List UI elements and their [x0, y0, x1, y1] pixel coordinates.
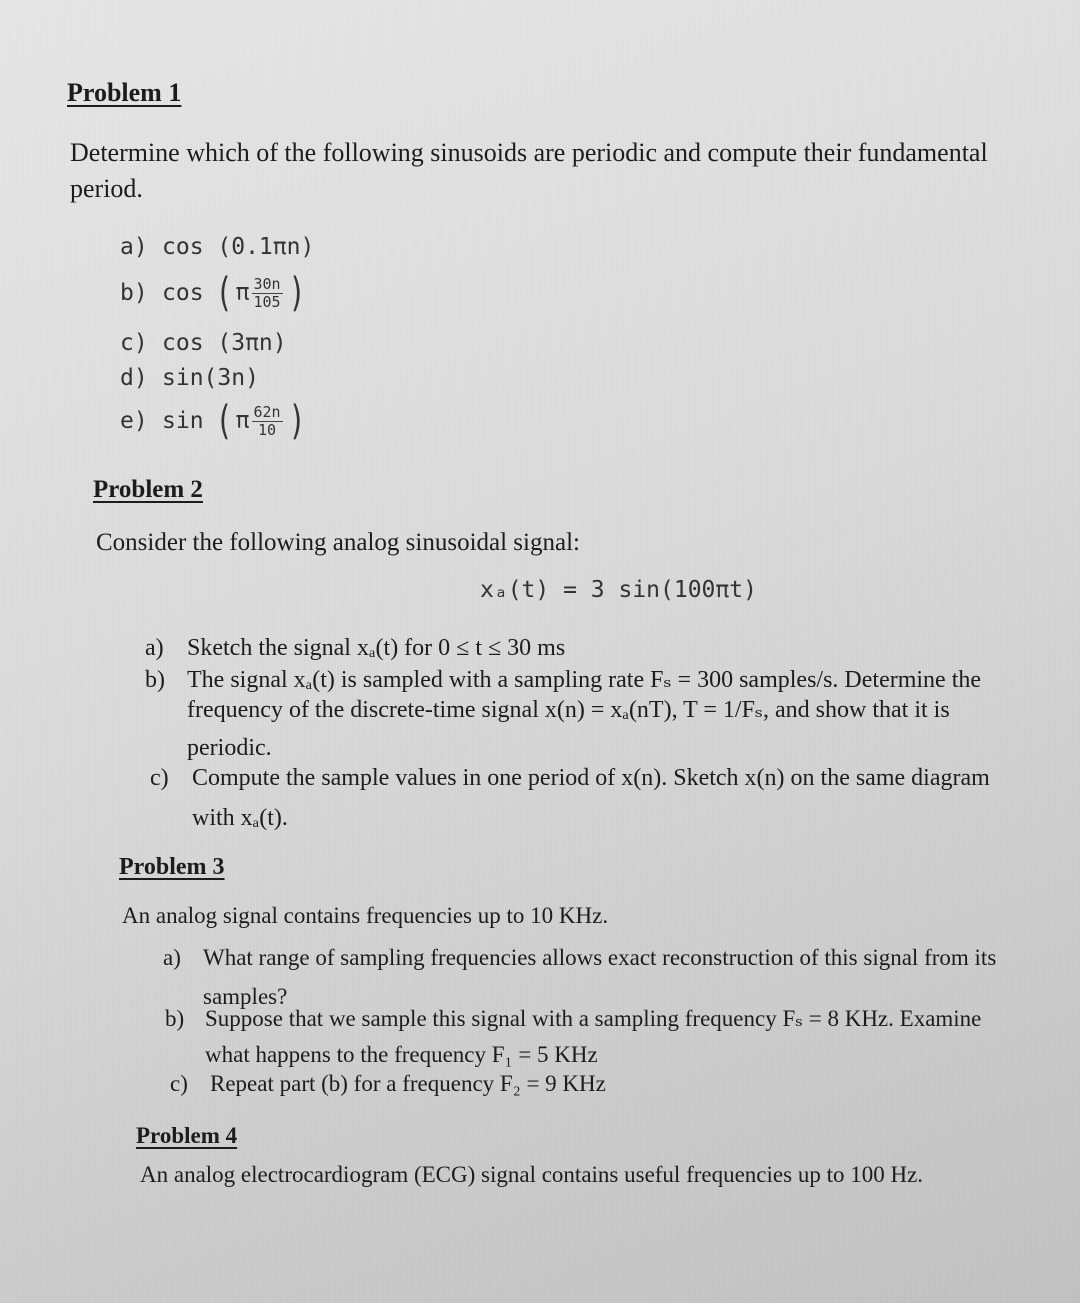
item-letter: a): [120, 234, 148, 260]
problem-2-item-b-line-3: periodic.: [187, 735, 272, 761]
fraction: [252, 276, 283, 311]
item-line: The signal xₐ(t) is sampled with a sampling rate Fₛ = 300 samples/s. Determine the: [187, 667, 982, 693]
item-letter: c): [120, 330, 148, 356]
item-line: Repeat part (b) for a frequency F₂ = 9 KHz: [210, 1071, 606, 1096]
problem-1-intro-line-2: period.: [70, 174, 143, 203]
item-letter: c): [170, 1071, 188, 1096]
problem-2-equation: xₐ(t) = 3 sin(100πt): [480, 577, 757, 603]
item-line: Sketch the signal xₐ(t) for 0 ≤ t ≤ 30 ms: [187, 635, 566, 661]
problem-2-item-c-line-2: with xₐ(t).: [192, 805, 288, 831]
problem-1-item-d: [120, 365, 259, 391]
problem-1-item-e: [120, 398, 309, 444]
fraction-denominator: 10: [258, 420, 277, 439]
item-line: Compute the sample values in one period of x(n). Sketch x(n) on the same diagram: [192, 765, 990, 791]
item-function: cos: [162, 279, 204, 306]
problem-3-title: Problem 3: [119, 854, 225, 880]
problem-2-item-a: [145, 633, 565, 663]
problem-2-item-c: [150, 763, 990, 793]
problem-1-intro-line-1: Determine which of the following sinusoids are periodic and compute their fundamental: [70, 138, 988, 167]
problem-2-title: Problem 2: [93, 476, 203, 503]
problem-2-intro: Consider the following analog sinusoidal signal:: [96, 529, 580, 556]
problem-4-intro: An analog electrocardiogram (ECG) signal contains useful frequencies up to 100 Hz.: [140, 1162, 924, 1187]
problem-3-item-b-line-2: what happens to the frequency F₁ = 5 KHz: [205, 1042, 598, 1067]
item-letter: b): [165, 1006, 185, 1031]
problem-1-item-b: [120, 270, 309, 316]
item-letter: d): [120, 365, 148, 391]
fraction-denominator: 105: [253, 292, 281, 311]
problem-3-item-b: [165, 1004, 981, 1034]
item-letter: b): [145, 667, 165, 693]
problem-3-item-a: [163, 943, 996, 973]
item-letter: a): [163, 945, 181, 970]
item-expression: cos (3πn): [162, 330, 287, 356]
problem-1-item-c: [120, 330, 287, 356]
item-letter: c): [150, 765, 169, 791]
left-paren: (: [215, 398, 233, 444]
item-line: Suppose that we sample this signal with a sampling frequency Fₛ = 8 KHz. Examine: [205, 1006, 982, 1031]
left-paren: (: [215, 270, 233, 316]
item-letter: b): [120, 279, 148, 306]
pi-symbol: π: [235, 407, 250, 434]
item-letter: e): [120, 407, 148, 434]
item-letter: a): [145, 635, 164, 661]
pi-symbol: π: [235, 279, 250, 306]
item-line: What range of sampling frequencies allows exact reconstruction of this signal from its: [203, 945, 997, 970]
item-expression: cos (0.1πn): [162, 234, 315, 260]
problem-3-item-a-line-2: samples?: [203, 984, 288, 1009]
problem-1-title: Problem 1: [67, 78, 182, 107]
fraction: [252, 404, 283, 439]
problem-3-item-c: [170, 1069, 606, 1099]
fraction-numerator: 30n: [253, 274, 281, 293]
problem-3-intro: An analog signal contains frequencies up to 10 KHz.: [122, 903, 609, 928]
fraction-numerator: 62n: [253, 402, 281, 421]
problem-4-title: Problem 4: [136, 1123, 238, 1148]
item-function: sin: [162, 407, 204, 434]
problem-2-item-b-line-2: frequency of the discrete-time signal x(n) = xₐ(nT), T = 1/Fₛ, and show that it is: [187, 697, 950, 723]
right-paren: ): [288, 270, 306, 316]
item-expression: sin(3n): [162, 365, 259, 391]
right-paren: ): [288, 398, 306, 444]
problem-1-item-a: [120, 234, 314, 260]
problem-2-item-b: [145, 665, 1080, 695]
